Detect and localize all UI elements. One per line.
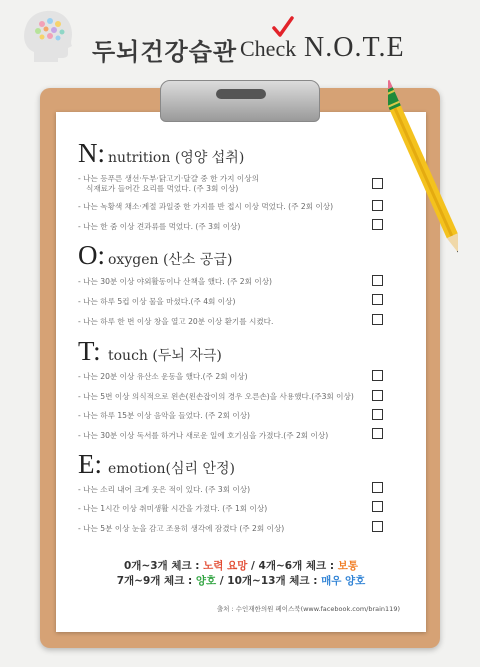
legend-value-good: 양호 (195, 575, 217, 587)
checkbox[interactable] (372, 390, 383, 401)
checkbox[interactable] (372, 370, 383, 381)
list-item: - 나는 5분 이상 눈을 감고 조용히 생각에 잠겼다 (주 2회 이상) (78, 524, 285, 533)
score-legend-line-2 (56, 573, 426, 588)
checkbox[interactable] (372, 428, 383, 439)
section-letter: E: (78, 449, 102, 479)
list-item: - 나는 등푸른 생선·두부·닭고기·달걀 중 한 가지 이상의 (78, 174, 259, 183)
legend-value-effort: 노력 요망 (203, 560, 248, 572)
legend-text: 0개~3개 체크 : (124, 560, 204, 572)
checkbox[interactable] (372, 294, 383, 305)
legend-text: 7개~9개 체크 : (116, 575, 196, 587)
checkbox[interactable] (372, 521, 383, 532)
section-o (78, 240, 232, 271)
clip-slot (216, 89, 266, 99)
section-letter: N: (78, 138, 105, 168)
list-item: - 나는 하루 5컵 이상 물을 마셨다.(주 4회 이상) (78, 297, 236, 306)
checkbox[interactable] (372, 314, 383, 325)
section-title: emotion(심리 안정) (108, 461, 236, 477)
section-title: touch (두뇌 자극) (108, 348, 222, 364)
checkbox[interactable] (372, 178, 383, 189)
list-item: - 나는 소리 내어 크게 웃은 적이 있다. (주 3회 이상) (78, 485, 251, 494)
legend-value-normal: 보통 (337, 560, 358, 572)
section-title: oxygen (산소 공급) (108, 252, 233, 268)
list-item: - 나는 20분 이상 유산소 운동을 했다.(주 2회 이상) (78, 372, 248, 381)
section-t (78, 336, 222, 367)
checkbox[interactable] (372, 501, 383, 512)
section-e (78, 449, 235, 480)
list-item: 식재료가 들어간 요리를 먹었다. (주 3회 이상) (86, 184, 239, 193)
title-check-word: Check (240, 36, 297, 61)
checkbox[interactable] (372, 219, 383, 230)
legend-value-very-good: 매우 양호 (321, 575, 366, 587)
list-item: - 나는 30분 이상 독서를 하거나 새로운 일에 호기심을 가졌다.(주 2회 이상) (78, 431, 329, 440)
checkbox[interactable] (372, 409, 383, 420)
brain-head-icon (20, 8, 76, 66)
list-item: - 나는 1시간 이상 취미생활 시간을 가졌다. (주 1회 이상) (78, 504, 268, 513)
red-check-icon (270, 16, 294, 40)
list-item: - 나는 한 줌 이상 견과류를 먹었다. (주 3회 이상) (78, 222, 241, 231)
pencil-icon (388, 70, 458, 270)
list-item: - 나는 하루 15분 이상 음악을 들었다. (주 2회 이상) (78, 411, 251, 420)
legend-text: / 10개~13개 체크 : (216, 575, 322, 587)
list-item: - 나는 하루 한 번 이상 창을 열고 20분 이상 환기를 시켰다. (78, 317, 274, 326)
header (0, 0, 480, 80)
checkbox[interactable] (372, 275, 383, 286)
section-letter: T: (78, 336, 101, 366)
checkbox[interactable] (372, 482, 383, 493)
section-title: nutrition (영양 섭취) (108, 150, 245, 166)
list-item: - 나는 5번 이상 의식적으로 왼손(왼손잡이의 경우 오른손)을 사용했다.(주3회 이상) (78, 392, 354, 401)
score-legend-line-1 (56, 558, 426, 573)
source-credit: 출처 : 수인재한의원 페이스북(www.facebook.com/brain119) (216, 605, 400, 613)
checkbox[interactable] (372, 200, 383, 211)
section-letter: O: (78, 240, 105, 270)
clipboard-clip (160, 80, 320, 122)
section-n (78, 138, 244, 169)
page-title: 두뇌건강습관 (92, 38, 238, 66)
title-note-word: N.O.T.E (304, 32, 405, 63)
legend-text: / 4개~6개 체크 : (247, 560, 338, 572)
list-item: - 나는 30분 이상 야외활동이나 산책을 했다. (주 2회 이상) (78, 277, 273, 286)
list-item: - 나는 녹황색 채소·계절 과일중 한 가지를 반 접시 이상 먹었다. (주 2회 이상) (78, 202, 334, 211)
